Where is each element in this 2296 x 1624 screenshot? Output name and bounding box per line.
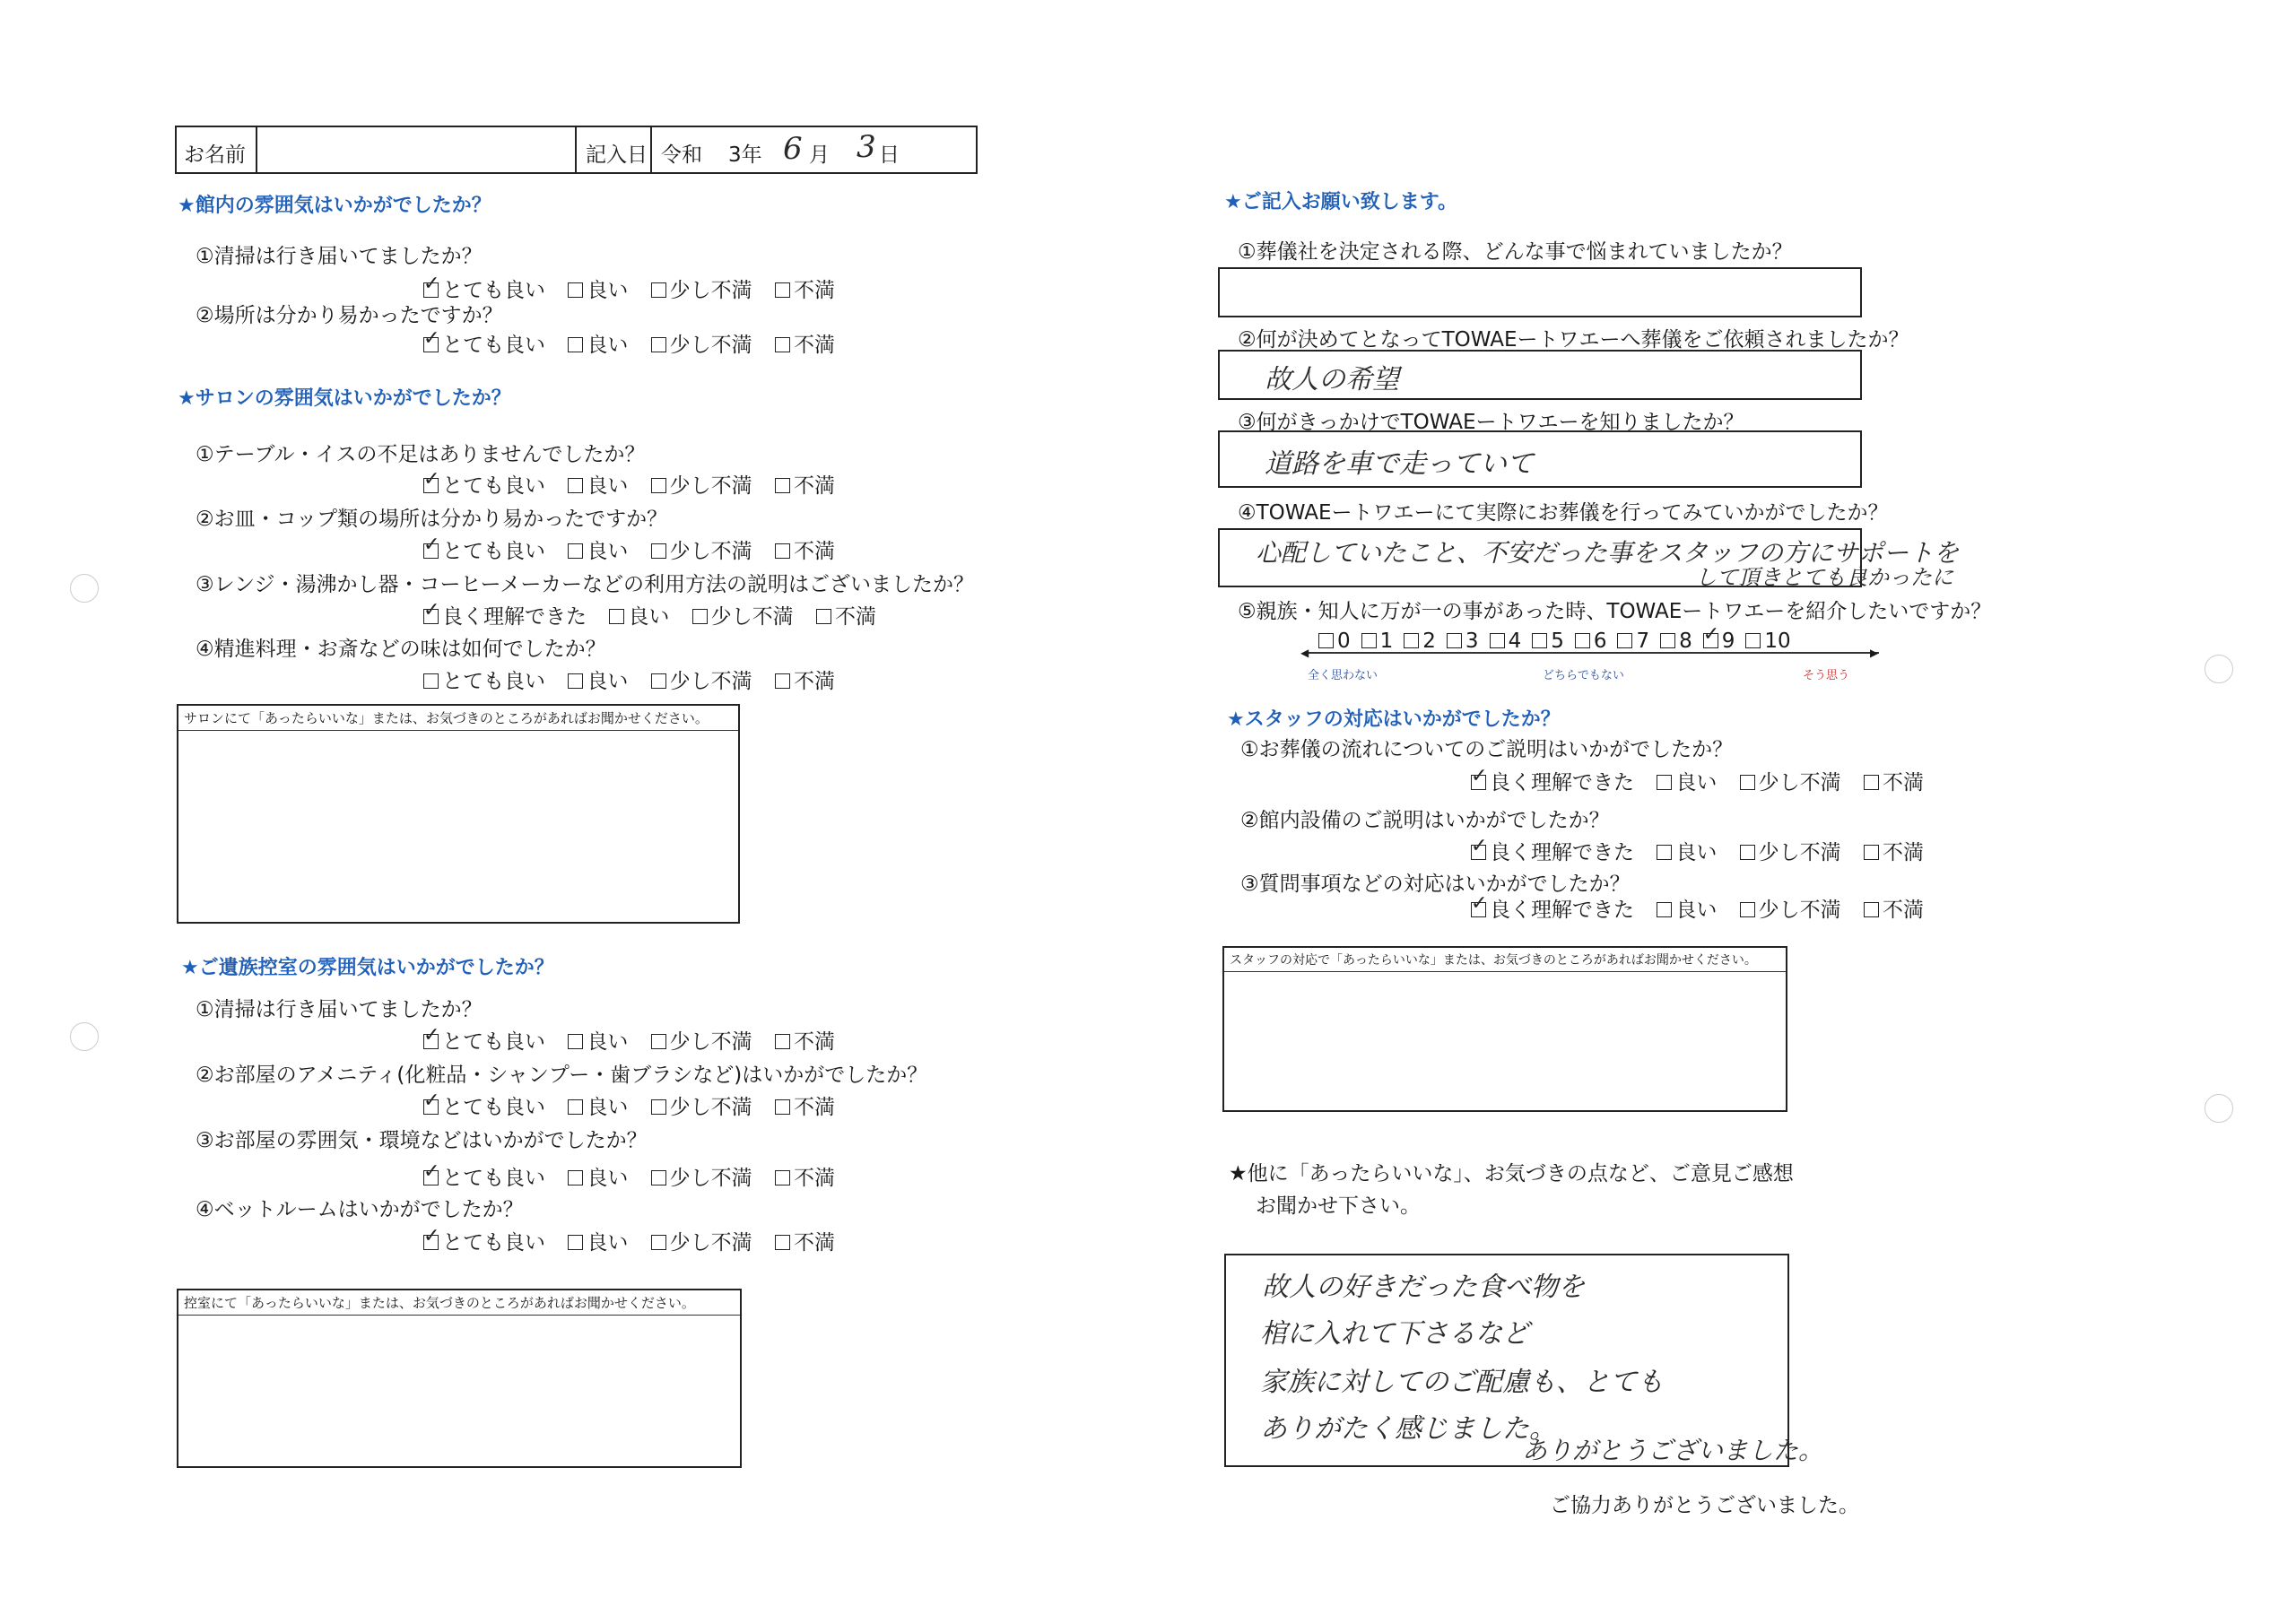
checkbox-icon[interactable] (423, 337, 439, 352)
name-date-table (175, 126, 978, 174)
scale-number: 5 (1551, 630, 1564, 653)
checkbox-icon[interactable] (775, 1170, 790, 1185)
scale-number: 10 (1764, 630, 1791, 653)
options-room-cleaning (423, 1025, 851, 1055)
date-day-value: 3 (857, 129, 876, 165)
comment-line5: ありがとうございました。 (1522, 1436, 1824, 1465)
option-little-bad[interactable]: 少し不満 (1740, 771, 1841, 795)
section-title-request: ★ご記入お願い致します。 (1224, 191, 1457, 213)
comment-line4: ありがたく感じました。 (1260, 1413, 1556, 1445)
option-little-bad[interactable]: 少し不満 (651, 1231, 752, 1255)
checkbox-icon[interactable] (775, 543, 790, 559)
scale-option-1[interactable] (1361, 630, 1394, 653)
scale-label-high: そう思う (1803, 669, 1850, 682)
checkbox-icon[interactable] (1532, 633, 1547, 648)
question-bedroom: ④ベットルームはいかがでしたか？ (196, 1198, 524, 1221)
option-little-bad[interactable]: 少し不満 (1740, 841, 1841, 864)
section-title-staff: ★スタッフの対応はいかがでしたか？ (1227, 708, 1561, 731)
question-location: ②場所は分かり易かったですか？ (196, 304, 503, 327)
options-room-atmosphere (423, 1161, 851, 1191)
salon-comment-box[interactable] (177, 704, 740, 924)
checkbox-icon[interactable] (775, 1034, 790, 1049)
arrow-left-icon: ◀ (1300, 647, 1309, 659)
question-worries: ①葬儀社を決定される際、どんな事で悩まれていましたか？ (1238, 240, 1793, 264)
checkbox-icon[interactable] (423, 1235, 439, 1250)
checkbox-icon[interactable] (1471, 902, 1486, 917)
scale-number: 7 (1636, 630, 1650, 653)
recommend-scale (1318, 630, 1802, 653)
question-experience: ④TOWAEートワエーにて実際にお葬儀を行ってみていかがでしたか？ (1238, 501, 1889, 525)
scale-option-3[interactable] (1447, 630, 1479, 653)
checkbox-icon[interactable] (651, 673, 666, 689)
checkbox-icon[interactable] (1447, 633, 1462, 648)
options-food (423, 664, 851, 694)
scale-number: 3 (1465, 630, 1479, 653)
date-era: 令和 (661, 143, 702, 167)
checkbox-icon[interactable] (1864, 845, 1879, 860)
question-how-found: ③何がきっかけでTOWAEートワエーを知りましたか？ (1238, 411, 1744, 434)
options-dishes (423, 534, 851, 564)
option-little-bad[interactable]: 少し不満 (651, 474, 752, 498)
checkbox-icon[interactable] (1864, 775, 1879, 790)
option-bad[interactable]: 不満 (775, 334, 835, 357)
room-comment-caption: 控室にて「あったらいいな」または、お気づきのところがあればお聞かせください。 (178, 1290, 740, 1316)
checkbox-icon[interactable] (692, 609, 708, 624)
staff-comment-box[interactable] (1222, 946, 1787, 1112)
checkbox-icon[interactable] (1703, 633, 1718, 648)
checkbox-icon[interactable] (609, 609, 624, 624)
option-good[interactable]: 良い (1657, 899, 1717, 922)
answer-how-found-field[interactable] (1218, 430, 1862, 488)
option-good[interactable]: 良い (568, 334, 628, 357)
binding-hole-mark (2205, 1094, 2233, 1123)
thanks-text: ご協力ありがとうございました。 (1550, 1494, 1859, 1517)
options-location (423, 328, 851, 358)
scale-number: 4 (1508, 630, 1522, 653)
scale-option-8[interactable] (1660, 630, 1692, 653)
checkbox-icon[interactable] (423, 609, 439, 624)
scale-number: 0 (1337, 630, 1351, 653)
option-little-bad[interactable]: 少し不満 (651, 1167, 752, 1190)
checkbox-icon[interactable] (651, 478, 666, 493)
date-label: 記入日 (586, 143, 648, 167)
option-very-good[interactable]: ✓とても良い (423, 540, 545, 563)
checkbox-icon[interactable] (1471, 775, 1486, 790)
option-very-good[interactable]: ✓とても良い (423, 1030, 545, 1054)
checkbox-icon[interactable] (651, 1099, 666, 1115)
checkbox-icon[interactable] (423, 673, 439, 689)
closing-prompt-line1: ★他に「あったらいいな」、お気づきの点など、ご意見ご感想 (1229, 1162, 1794, 1185)
scale-label-low: 全く思わない (1308, 669, 1378, 682)
option-good[interactable]: 良い (568, 1231, 628, 1255)
checkbox-icon[interactable] (568, 1099, 583, 1115)
comment-line2: 棺に入れて下さるなど (1260, 1318, 1529, 1350)
option-bad[interactable]: 不満 (775, 1231, 835, 1255)
checkbox-icon[interactable] (1657, 902, 1672, 917)
name-value-field[interactable] (257, 127, 577, 172)
comment-line3: 家族に対してのご配慮も、とても (1260, 1367, 1664, 1398)
question-appliances: ③レンジ・湯沸かし器・コーヒーメーカーなどの利用方法の説明はございましたか？ (196, 573, 974, 596)
option-good[interactable]: 良い (568, 1096, 628, 1119)
scale-label-mid: どちらでもない (1543, 669, 1624, 682)
scale-number: 1 (1379, 630, 1394, 653)
option-very-good[interactable]: ✓とても良い (423, 1231, 545, 1255)
binding-hole-mark (2205, 655, 2233, 683)
comment-line1: 故人の好きだった食べ物を (1262, 1272, 1585, 1303)
checkbox-icon[interactable] (1740, 845, 1755, 860)
scale-number: 2 (1422, 630, 1436, 653)
answer-worries-field[interactable] (1218, 267, 1862, 317)
section-title-salon: ★サロンの雰囲気はいかがでしたか？ (178, 387, 511, 410)
options-inquiries (1471, 893, 1940, 923)
checkbox-icon[interactable] (775, 1235, 790, 1250)
answer-deciding-factor-text: 故人の希望 (1265, 364, 1399, 395)
name-label: お名前 (184, 143, 246, 167)
checkbox-icon[interactable] (651, 543, 666, 559)
scale-number: 8 (1679, 630, 1692, 653)
checkbox-icon[interactable] (775, 337, 790, 352)
question-recommend: ⑤親族・知人に万が一の事があった時、TOWAEートワエーを紹介したいですか？ (1238, 600, 1992, 623)
option-little-bad[interactable]: 少し不満 (651, 279, 752, 302)
option-good[interactable]: 良い (568, 279, 628, 302)
question-amenities: ②お部屋のアメニティ(化粧品・シャンプー・歯ブラシなど)はいかがでしたか？ (196, 1064, 928, 1087)
binding-hole-mark (70, 574, 99, 603)
checkbox-icon[interactable] (1490, 633, 1505, 648)
binding-hole-mark (70, 1022, 99, 1051)
staff-comment-caption: スタッフの対応で「あったらいいな」または、お気づきのところがあればお聞かせください。 (1224, 948, 1786, 972)
scale-option-5[interactable] (1532, 630, 1564, 653)
option-very-good[interactable]: ✓とても良い (423, 474, 545, 498)
option-very-good[interactable]: ✓とても良い (423, 1167, 545, 1190)
option-little-bad[interactable]: 少し不満 (692, 605, 794, 629)
checkbox-icon[interactable] (651, 1034, 666, 1049)
checkbox-icon[interactable] (1318, 633, 1334, 648)
scale-option-6[interactable] (1575, 630, 1607, 653)
checkbox-icon[interactable] (568, 543, 583, 559)
salon-comment-caption: サロンにて「あったらいいな」または、お気づきのところがあればお聞かせください。 (178, 706, 738, 731)
checkbox-icon[interactable] (423, 543, 439, 559)
question-inquiries: ③質問事項などの対応はいかがでしたか？ (1240, 873, 1631, 896)
option-bad[interactable]: 不満 (775, 1096, 835, 1119)
question-cleaning: ①清掃は行き届いてましたか？ (196, 245, 483, 268)
checkbox-icon[interactable] (1864, 902, 1879, 917)
checkbox-icon[interactable] (775, 478, 790, 493)
checkbox-icon[interactable] (1660, 633, 1675, 648)
arrow-right-icon: ▶ (1870, 647, 1879, 659)
room-comment-box[interactable] (177, 1289, 742, 1468)
date-day: 日 (879, 143, 900, 167)
question-food: ④精進料理・お斎などの味は如何でしたか？ (196, 638, 606, 661)
checkbox-icon[interactable] (568, 478, 583, 493)
checkbox-icon[interactable] (775, 1099, 790, 1115)
option-bad[interactable]: 不満 (1864, 841, 1924, 864)
question-dishes: ②お皿・コップ類の場所は分かり易かったですか？ (196, 508, 668, 531)
question-tables: ①テーブル・イスの不足はありませんでしたか？ (196, 443, 646, 466)
option-little-bad[interactable]: 少し不満 (651, 540, 752, 563)
checkbox-icon[interactable] (568, 1034, 583, 1049)
option-bad[interactable]: 不満 (1864, 771, 1924, 795)
option-good[interactable]: 良い (1657, 771, 1717, 795)
option-understood[interactable]: ✓良く理解できた (1471, 899, 1634, 922)
option-good[interactable]: 良い (568, 474, 628, 498)
options-bedroom (423, 1226, 851, 1255)
option-bad[interactable]: 不満 (775, 279, 835, 302)
option-good[interactable]: 良い (609, 605, 669, 629)
checkbox-icon[interactable] (651, 1235, 666, 1250)
answer-how-found-text: 道路を車で走っていて (1265, 448, 1534, 480)
checkbox-icon[interactable] (816, 609, 831, 624)
option-understood[interactable]: ✓良く理解できた (1471, 771, 1634, 795)
checkbox-icon[interactable] (651, 337, 666, 352)
date-year: 3年 (728, 143, 762, 167)
answer-experience-line1: 心配していたこと、不安だった事をスタッフの方にサポートを (1256, 538, 1960, 568)
option-little-bad[interactable]: 少し不満 (651, 1030, 752, 1054)
checkbox-icon[interactable] (568, 282, 583, 298)
option-bad[interactable]: 不満 (775, 474, 835, 498)
checkbox-icon[interactable] (1361, 633, 1377, 648)
checkbox-icon[interactable] (568, 673, 583, 689)
option-good[interactable]: 良い (568, 1030, 628, 1054)
checkbox-icon[interactable] (423, 282, 439, 298)
checkbox-icon[interactable] (1575, 633, 1590, 648)
checkbox-icon[interactable] (423, 1099, 439, 1115)
options-facilities (1471, 836, 1940, 865)
question-deciding-factor: ②何が決めてとなってTOWAEートワエーへ葬儀をご依頼されましたか？ (1238, 328, 1909, 352)
checkbox-icon[interactable] (423, 1034, 439, 1049)
checkbox-icon[interactable] (651, 282, 666, 298)
scale-number: 6 (1593, 630, 1607, 653)
option-bad[interactable]: 不満 (775, 1030, 835, 1054)
scale-option-4[interactable] (1490, 630, 1522, 653)
section-title-hall: ★館内の雰囲気はいかがでしたか？ (178, 195, 491, 217)
checkbox-icon[interactable] (775, 282, 790, 298)
option-bad[interactable]: 不満 (775, 1167, 835, 1190)
options-amenities (423, 1090, 851, 1120)
options-appliances (423, 600, 892, 630)
option-little-bad[interactable]: 少し不満 (651, 1096, 752, 1119)
scale-option-10[interactable] (1745, 630, 1790, 653)
scale-option-0[interactable] (1318, 630, 1351, 653)
option-little-bad[interactable]: 少し不満 (1740, 899, 1841, 922)
scale-option-2[interactable] (1404, 630, 1436, 653)
checkbox-icon[interactable] (1740, 902, 1755, 917)
option-little-bad[interactable]: 少し不満 (651, 334, 752, 357)
options-funeral-flow (1471, 766, 1940, 795)
checkbox-icon[interactable] (1740, 775, 1755, 790)
checkbox-icon[interactable] (1745, 633, 1761, 648)
date-month-value: 6 (783, 131, 803, 167)
scale-option-9[interactable] (1703, 630, 1735, 653)
option-very-good[interactable]: ✓とても良い (423, 334, 545, 357)
checkbox-icon[interactable] (1617, 633, 1632, 648)
checkbox-icon[interactable] (1657, 845, 1672, 860)
answer-deciding-factor-field[interactable] (1218, 350, 1862, 400)
checkbox-icon[interactable] (1657, 775, 1672, 790)
checkbox-icon[interactable] (568, 1235, 583, 1250)
options-tables (423, 469, 851, 499)
option-very-good[interactable]: ✓とても良い (423, 279, 545, 302)
closing-prompt-line2: お聞かせ下さい。 (1256, 1194, 1421, 1218)
option-good[interactable]: 良い (568, 670, 628, 693)
option-bad[interactable]: 不満 (816, 605, 876, 629)
closing-comment-box[interactable] (1224, 1254, 1824, 1467)
option-very-good[interactable]: ✓とても良い (423, 1096, 545, 1119)
option-little-bad[interactable]: 少し不満 (651, 670, 752, 693)
option-bad[interactable]: 不満 (1864, 899, 1924, 922)
question-room-atmosphere: ③お部屋の雰囲気・環境などはいかがでしたか？ (196, 1129, 648, 1152)
question-room-cleaning: ①清掃は行き届いてましたか？ (196, 998, 483, 1021)
answer-experience-line2: して頂きとても良かったに (1695, 565, 1953, 590)
option-bad[interactable]: 不満 (775, 670, 835, 693)
checkbox-icon[interactable] (568, 1170, 583, 1185)
option-good[interactable]: 良い (568, 1167, 628, 1190)
option-good[interactable]: 良い (1657, 841, 1717, 864)
option-very-good[interactable]: とても良い (423, 670, 545, 693)
question-funeral-flow: ①お葬儀の流れについてのご説明はいかがでしたか？ (1240, 738, 1734, 761)
checkbox-icon[interactable] (775, 673, 790, 689)
option-good[interactable]: 良い (568, 540, 628, 563)
option-understood[interactable]: ✓良く理解できた (1471, 841, 1634, 864)
checkbox-icon[interactable] (423, 478, 439, 493)
option-bad[interactable]: 不満 (775, 540, 835, 563)
section-title-family-room: ★ご遺族控室の雰囲気はいかがでしたか？ (181, 957, 554, 979)
checkbox-icon[interactable] (1471, 845, 1486, 860)
date-month: 月 (809, 143, 830, 167)
scale-option-7[interactable] (1617, 630, 1649, 653)
checkbox-icon[interactable] (568, 337, 583, 352)
checkbox-icon[interactable] (1404, 633, 1419, 648)
option-understood[interactable]: ✓良く理解できた (423, 605, 587, 629)
scale-number: 9 (1721, 630, 1735, 653)
checkbox-icon[interactable] (651, 1170, 666, 1185)
question-facilities: ②館内設備のご説明はいかがでしたか？ (1240, 809, 1610, 832)
checkbox-icon[interactable] (423, 1170, 439, 1185)
